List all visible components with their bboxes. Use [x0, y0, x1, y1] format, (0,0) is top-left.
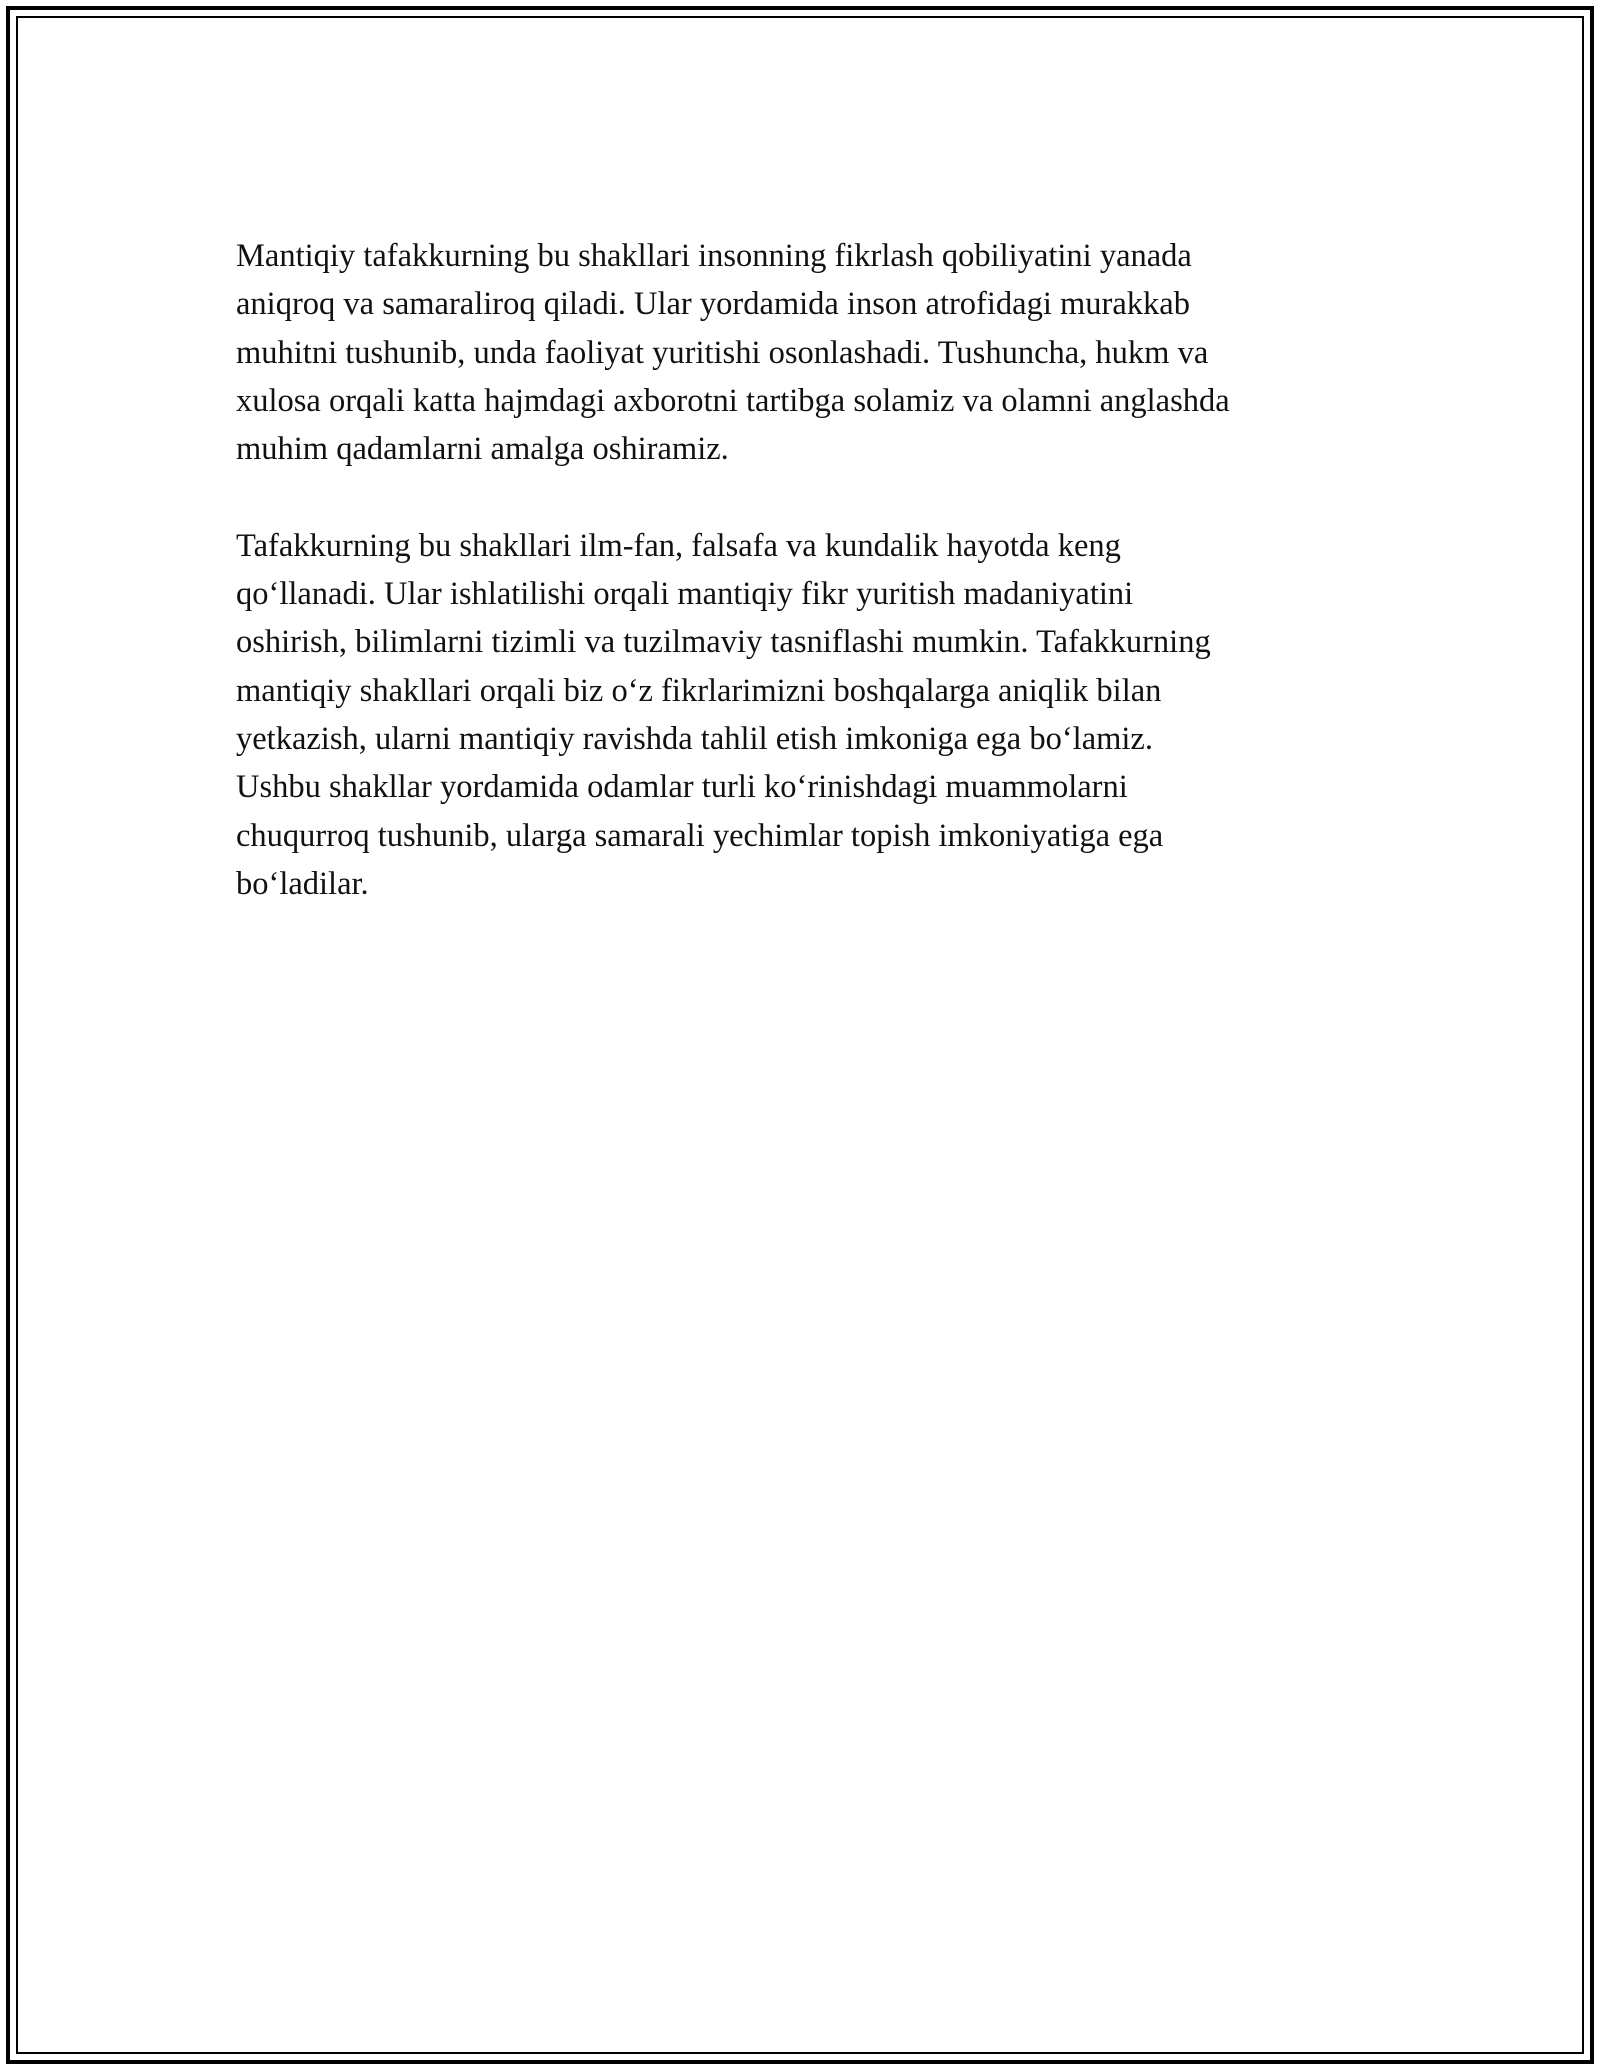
- paragraph-line: mantiqiy shakllari orqali biz o‘z fikrlarimizni boshqalarga aniqlik bilan: [236, 672, 1162, 709]
- paragraph-line: chuqurroq tushunib, ularga samarali yechimlar topish imkoniyatiga ega: [236, 817, 1164, 854]
- paragraph-line: yetkazish, ularni mantiqiy ravishda tahlil etish imkoniga ega bo‘lamiz.: [236, 720, 1153, 757]
- paragraph-line: Tafakkurning bu shakllari ilm-fan, falsafa va kundalik hayotda keng: [236, 527, 1121, 564]
- paragraph-line: muhim qadamlarni amalga oshiramiz.: [236, 431, 729, 468]
- paragraph-line: Mantiqiy tafakkurning bu shakllari insonning fikrlash qobiliyatini yanada: [236, 238, 1192, 274]
- paragraph-line: aniqroq va samaraliroq qiladi. Ular yordamida inson atrofidagi murakkab: [236, 286, 1190, 323]
- paragraph-line: oshirish, bilimlarni tizimli va tuzilmaviy tasniflashi mumkin. Tafakkurning: [236, 624, 1211, 661]
- paragraph-line: Ushbu shakllar yordamida odamlar turli ko‘rinishdagi muammolarni: [236, 769, 1128, 806]
- paragraph-line: bo‘ladilar.: [236, 865, 369, 902]
- paragraph-1: [236, 232, 1366, 473]
- paragraph-line: xulosa orqali katta hajmdagi axborotni tartibga solamiz va olamni anglashda: [236, 382, 1230, 419]
- paragraph-line: qo‘llanadi. Ular ishlatilishi orqali mantiqiy fikr yuritish madaniyatini: [236, 576, 1134, 613]
- paragraph-line: muhitni tushunib, unda faoliyat yuritishi osonlashadi. Tushuncha, hukm va: [236, 334, 1209, 371]
- paragraph-2: [236, 522, 1366, 908]
- document-body: [236, 232, 1366, 956]
